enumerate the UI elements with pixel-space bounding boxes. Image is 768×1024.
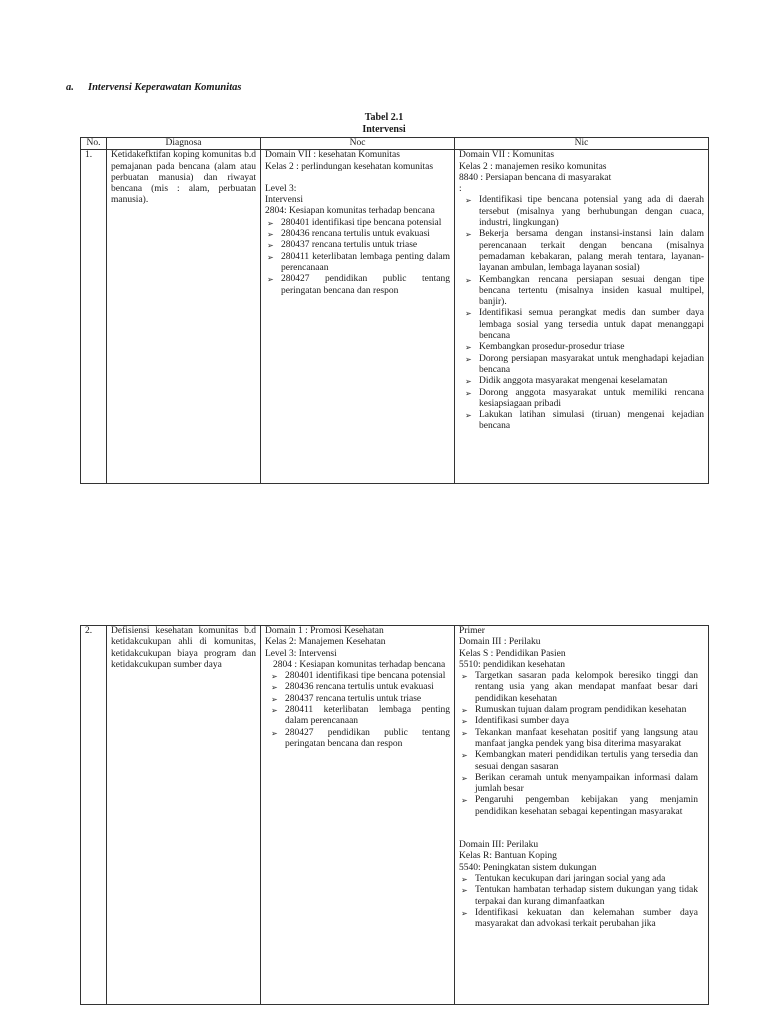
nic-kelas-2: Kelas R: Bantuan Koping bbox=[459, 851, 557, 862]
list-item: ➢ 280401 identifikasi tipe bencana potensial bbox=[265, 671, 450, 682]
noc-cell bbox=[261, 150, 455, 484]
list-item: ➢ 280427 pendidikan public tentang peringatan bencana dan respon bbox=[265, 274, 450, 297]
noc-level: Level 3: bbox=[265, 183, 297, 194]
diagnosa-cell: Defisiensi kesehatan komunitas b.d ketidakcukupan ahli di komunitas, ketidakcukupan biaya program dan ketidakcukupan sumber daya bbox=[107, 626, 261, 1005]
section-heading bbox=[66, 82, 241, 93]
list-item: ➢ Tentukan kecukupan dari jaringan social yang ada bbox=[459, 874, 698, 885]
table-caption-title: Intervensi bbox=[362, 124, 406, 135]
list-item: ➢ 280411 keterlibatan lembaga penting dalam perencanaan bbox=[265, 705, 450, 728]
list-item: ➢ Identifikasi kekuatan dan kelemahan sumber daya masyarakat dan advokasi terkait perubahan jika bbox=[459, 908, 698, 931]
table-row bbox=[81, 626, 709, 1005]
list-item: ➢ 280411 keterlibatan lembaga penting dalam perencanaan bbox=[265, 252, 450, 275]
nic-kelas: Kelas 2 : manajemen resiko komunitas bbox=[459, 161, 607, 172]
list-item: ➢ Berikan ceramah untuk menyampaikan informasi dalam jumlah besar bbox=[459, 773, 698, 796]
list-item: ➢ Bekerja bersama dengan instansi-instansi lain dalam perencanaan terkait dengan bencana (misalnya pemadaman kebakaran, palang merah tentara, layanan-layanan ambulan, lembaga layanan sosial) bbox=[459, 229, 704, 274]
list-item: ➢ Tentukan hambatan terhadap sistem dukungan yang tidak terpakai dan kurang dimanfaatkan bbox=[459, 885, 698, 908]
row-number: 1. bbox=[81, 150, 107, 484]
list-item: ➢ 280437 rencana tertulis untuk triase bbox=[265, 240, 450, 251]
list-item: ➢ Kembangkan rencana persiapan sesuai dengan tipe bencana tertentu (misalnya insiden kasual multipel, banjir). bbox=[459, 275, 704, 309]
header-diagnosa: Diagnosa bbox=[107, 138, 261, 150]
section-label: a. bbox=[66, 82, 74, 93]
list-item: ➢ Targetkan sasaran pada kelompok beresiko tinggi dan rentang usia yang akan mendapat manfaat besar dari pendidikan kesehatan bbox=[459, 671, 698, 705]
list-item: ➢ 280427 pendidikan public tentang peringatan bencana dan respon bbox=[265, 728, 450, 751]
nic-code: 8840 : Persiapan bencana di masyarakat bbox=[459, 172, 612, 183]
nic-activity-list bbox=[459, 671, 704, 818]
list-item: ➢ 280437 rencana tertulis untuk triase bbox=[265, 694, 450, 705]
nic-code: 5510: pendidikan kesehatan bbox=[459, 659, 566, 670]
row-number: 2. bbox=[81, 626, 107, 1005]
noc-domain: Domain VII : kesehatan Komunitas bbox=[265, 150, 400, 161]
noc-outcome-list bbox=[265, 671, 450, 750]
nic-primer: Primer bbox=[459, 626, 485, 636]
table-row bbox=[81, 150, 709, 484]
header-no: No. bbox=[81, 138, 107, 150]
noc-kelas: Kelas 2: Manajemen Kesehatan bbox=[265, 637, 386, 648]
list-item: ➢ Identifikasi semua perangkat medis dan sumber daya lembaga sosial yang tersedia untuk dapat menanggapi bencana bbox=[459, 308, 704, 342]
noc-intervensi: Intervensi bbox=[265, 195, 303, 206]
list-item: ➢ Kembangkan materi pendidikan tertulis yang tersedia dan sesuai dengan sasaran bbox=[459, 750, 698, 773]
table-header-row bbox=[81, 138, 709, 150]
list-item: ➢ Dorong anggota masyarakat untuk memiliki rencana kesiapsiagaan pribadi bbox=[459, 388, 704, 411]
nic-cell bbox=[455, 626, 709, 1005]
nic-code-2: 5540: Peningkatan sistem dukungan bbox=[459, 862, 597, 873]
intervention-table-part1 bbox=[80, 137, 709, 484]
list-item: ➢ 280436 rencana tertulis untuk evakuasi bbox=[265, 682, 450, 693]
noc-level: Level 3: Intervensi bbox=[265, 648, 337, 659]
list-item: ➢ 280436 rencana tertulis untuk evakuasi bbox=[265, 229, 450, 240]
list-item: ➢ 280401 identifikasi tipe bencana potensial bbox=[265, 218, 450, 229]
nic-kelas: Kelas S : Pendidikan Pasien bbox=[459, 648, 566, 659]
noc-outcome-list bbox=[265, 218, 450, 297]
noc-code: 2804 : Kesiapan komunitas terhadap bencana bbox=[273, 659, 446, 670]
section-title: Intervensi Keperawatan Komunitas bbox=[88, 82, 242, 93]
nic-activity-list bbox=[459, 195, 704, 432]
diagnosa-cell: Ketidakefktifan koping komunitas b.d pemajanan pada bencana (alam atau perbuatan manusia) dan riwayat bencana (mis : alam, perbuatan manusia). bbox=[107, 150, 261, 484]
list-item: ➢ Identifikasi sumber daya bbox=[459, 716, 698, 727]
nic-domain: Domain VII : Komunitas bbox=[459, 150, 555, 161]
noc-kelas: Kelas 2 : perlindungan kesehatan komunitas bbox=[265, 161, 434, 172]
list-item: ➢ Rumuskan tujuan dalam program pendidikan kesehatan bbox=[459, 705, 698, 716]
nic-colon: : bbox=[459, 184, 462, 195]
noc-code: 2804: Kesiapan komunitas terhadap bencana bbox=[265, 206, 435, 217]
nic-domain: Domain III : Perilaku bbox=[459, 637, 541, 648]
nic-cell bbox=[455, 150, 709, 484]
nic-activity-list-2 bbox=[459, 874, 704, 930]
noc-domain: Domain 1 : Promosi Kesehatan bbox=[265, 626, 384, 636]
header-nic: Nic bbox=[455, 138, 709, 150]
list-item: ➢ Dorong persiapan masyarakat untuk menghadapi kejadian bencana bbox=[459, 354, 704, 377]
list-item: ➢ Tekankan manfaat kesehatan positif yang langsung atau manfaat jangka pendek yang bisa diterima masyarakat bbox=[459, 728, 698, 751]
table-caption-number: Tabel 2.1 bbox=[364, 112, 404, 123]
list-item: ➢ Identifikasi tipe bencana potensial yang ada di daerah tersebut (misalnya yang berhubungan dengan cuaca, industri, lingkungan) bbox=[459, 195, 704, 229]
list-item: ➢ Kembangkan prosedur-prosedur triase bbox=[459, 342, 704, 353]
list-item: ➢ Lakukan latihan simulasi (tiruan) mengenai kejadian bencana bbox=[459, 410, 704, 433]
nic-domain-2: Domain III: Perilaku bbox=[459, 840, 539, 851]
list-item: ➢ Didik anggota masyarakat mengenai keselamatan bbox=[459, 376, 704, 387]
header-noc: Noc bbox=[261, 138, 455, 150]
intervention-table-part2 bbox=[80, 625, 709, 1005]
noc-cell bbox=[261, 626, 455, 1005]
list-item: ➢ Pengaruhi pengemban kebijakan yang menjamin pendidikan kesehatan sebagai kepentingan masyarakat bbox=[459, 795, 698, 818]
